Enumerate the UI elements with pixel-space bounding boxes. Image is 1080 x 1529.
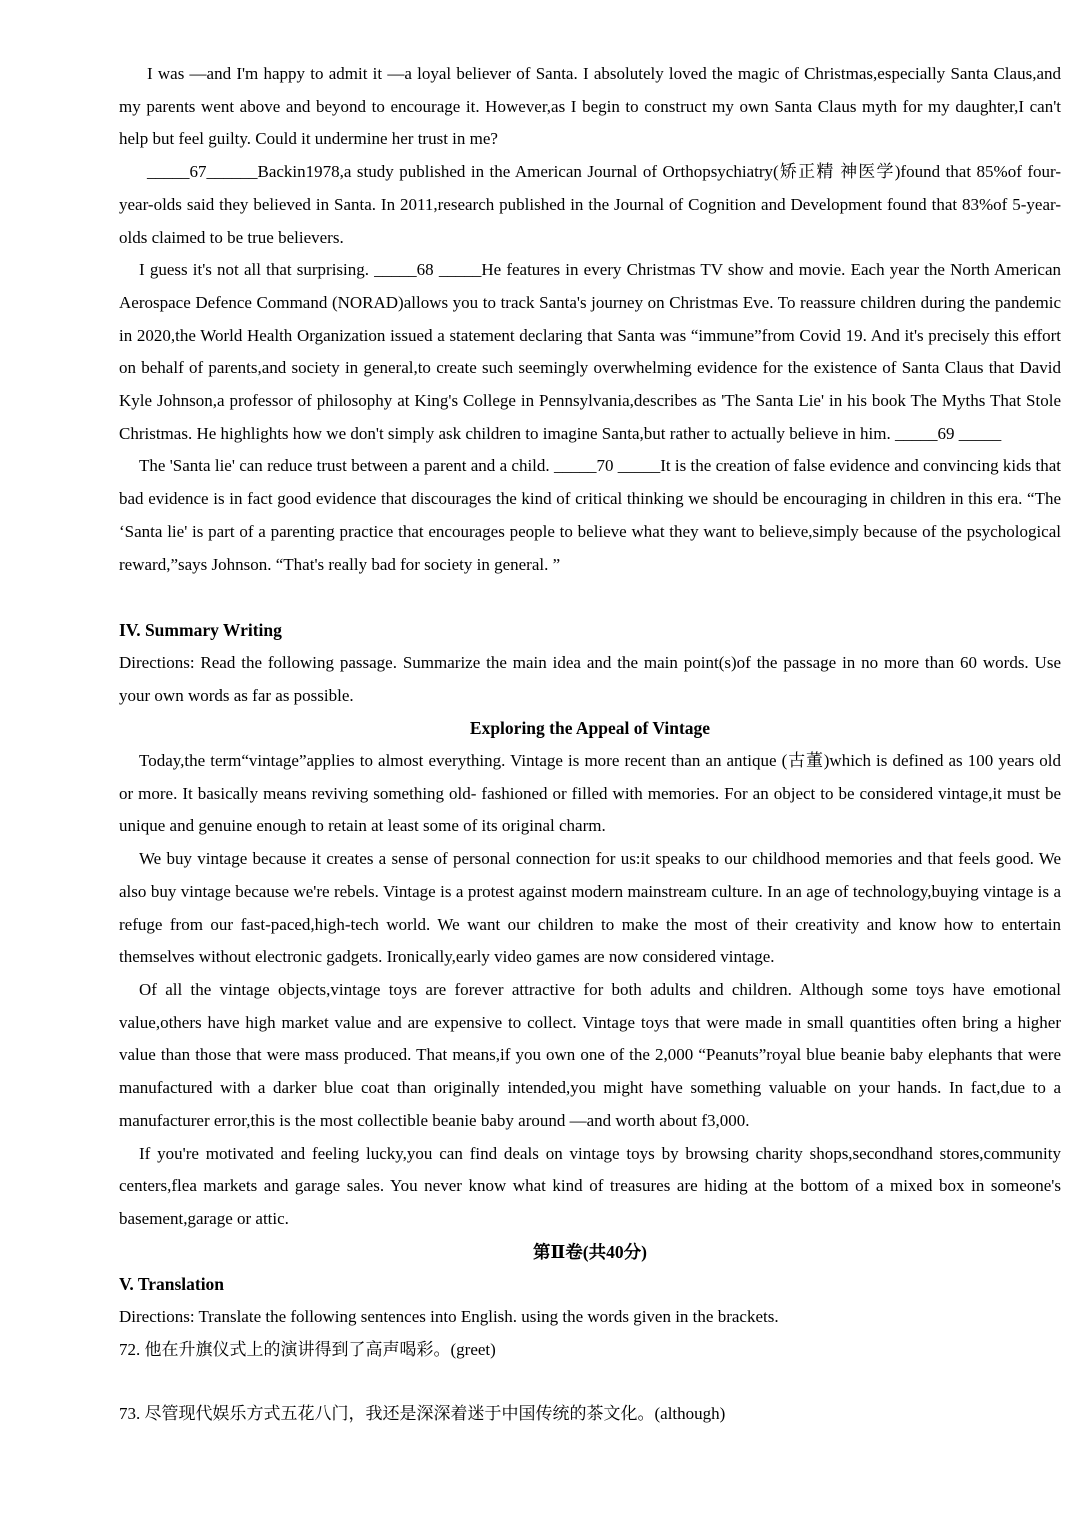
passage-title: Exploring the Appeal of Vintage (469, 718, 711, 739)
section-heading-summary-writing: IV. Summary Writing (119, 620, 282, 641)
passage-paragraph-1: I was —and I'm happy to admit it —a loyal believer of Santa. I absolutely loved the magic of Christmas,especially Santa Claus,and my parents went above and beyond to encourage it. However,as I begin to construct my own Santa Claus myth for my daughter,I can't help but feel guilty. Could it undermine her trust in me? (119, 64, 1061, 149)
passage-paragraph-2: _____67______Backin1978,a study published in the American Journal of Orthopsychiatry(矫正精 神医学)found that 85%of four-year-olds said they believed in Santa. In 2011,research published in the Journal of Cognition and Development found that 83%of 5-year-olds claimed to be true believers. (119, 162, 1061, 247)
section-directions-translation: Directions: Translate the following sentences into English. using the words given in the brackets. (119, 1307, 779, 1327)
section-heading-translation: V. Translation (119, 1274, 225, 1295)
part-two-heading: 第Ⅱ卷(共40分) (533, 1241, 647, 1262)
summary-paragraph-1: Today,the term“vintage”applies to almost everything. Vintage is more recent than an antique (古董)which is defined as 100 years old or more. It basically means reviving something old- fashioned or filled with memories. For an object to be considered vintage,it must be unique and genuine enough to retain at least some of its original charm. (119, 751, 1061, 836)
exam-page (119, 58, 1061, 1431)
summary-paragraph-4: If you're motivated and feeling lucky,you can find deals on vintage toys by browsing charity shops,secondhand stores,community centers,flea markets and garage sales. You never know what kind of treasures are hiding at the bottom of a mixed box in someone's basement,garage or attic. (119, 1143, 1061, 1228)
summary-paragraph-3: Of all the vintage objects,vintage toys are forever attractive for both adults and children. Although some toys have emotional value,others have high market value and are expensive to collect. Vintage toys that were made in small quantities often bring a higher value than those that were mass produced. That means,if you own one of the 2,000 “Peanuts”royal blue beanie baby elephants that were manufactured with a darker blue coat than originally intended,you might have something valuable on your hands. In fact,due to a manufacturer error,this is the most collectible beanie baby around —and worth about f3,000. (119, 979, 1061, 1130)
translation-question-73: 73. 尽管现代娱乐方式五花八门，我还是深深着迷于中国传统的茶文化。(although) (119, 1404, 726, 1424)
section-directions-summary: Directions: Read the following passage. Summarize the main idea and the main point(s)of the passage in no more than 60 words. Use your own words as far as possible. (119, 652, 1061, 705)
summary-paragraph-2: We buy vintage because it creates a sense of personal connection for us:it speaks to our childhood memories and that feels good. We also buy vintage because we're rebels. Vintage is a protest against modern mainstream culture. In an age of technology,buying vintage is a refuge from our fast-paced,high-tech world. We want our children to make the most of their creativity and know how to entertain themselves without electronic gadgets. Ironically,early video games are now considered vintage. (119, 849, 1061, 967)
translation-question-72: 72. 他在升旗仪式上的演讲得到了高声喝彩。(greet) (119, 1339, 496, 1359)
passage-paragraph-3: I guess it's not all that surprising. _____68 _____He features in every Christmas TV show and movie. Each year the North American Aerospace Defence Command (NORAD)allows you to track Santa's journey on Christmas Eve. To reassure children during the pandemic in 2020,the World Health Organization issued a statement declaring that Santa was “immune”from Covid 19. And it's precisely this effort on behalf of parents,and society in general,to create such seemingly overwhelming evidence for the existence of Santa Claus that David Kyle Johnson,a professor of philosophy at King's College in Pennsylvania,describes as 'The Santa Lie' in his book The Myths That Stole Christmas. He highlights how we don't simply ask children to imagine Santa,but rather to actually believe in him. _____69 _____ (119, 260, 1061, 443)
passage-paragraph-4: The 'Santa lie' can reduce trust between a parent and a child. _____70 _____It is the creation of false evidence and convincing kids that bad evidence is in fact good evidence that discourages the kind of critical thinking we should be encouraging in children in this era. “The ‘Santa lie' is part of a parenting practice that encourages people to believe what they want to believe,simply because of the psychological reward,”says Johnson. “That's really bad for society in general. ” (119, 456, 1061, 574)
